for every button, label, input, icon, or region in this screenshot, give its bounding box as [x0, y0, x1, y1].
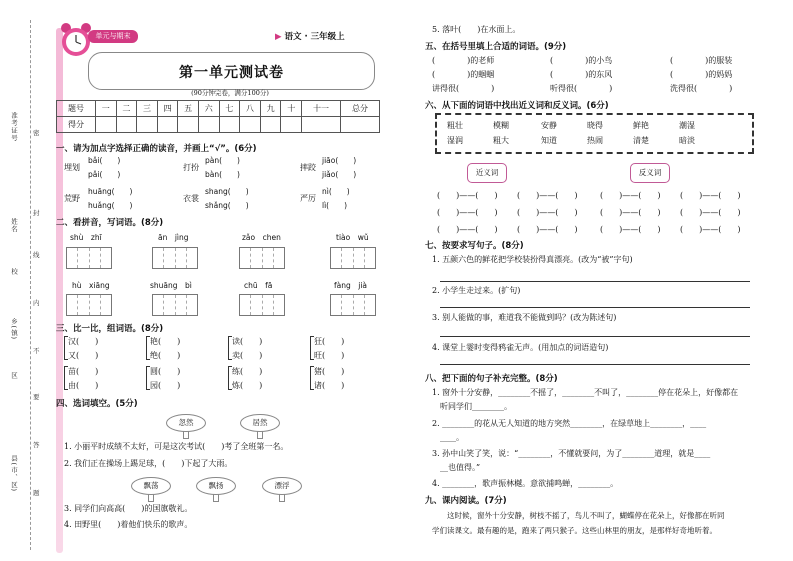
s4-question: 3. 同学们向高高( )的国旗敬礼。 [64, 504, 193, 513]
pair-slot[interactable]: ( )——( ) [437, 191, 498, 200]
fill-item[interactable]: ( )的蝈蝈 [432, 70, 495, 79]
word-bank-item: 热闹 [587, 136, 603, 145]
exam-subtitle: (90分钟完卷，满分100分) [191, 89, 269, 97]
score-input[interactable] [281, 117, 302, 133]
town-label: 乡(镇) [10, 318, 18, 341]
score-cell: 二 [116, 101, 137, 117]
answer-line[interactable] [440, 364, 750, 365]
section-4-heading: 四、选词填空。(5分) [56, 399, 138, 409]
word-bank-item: 潮湿 [679, 121, 695, 130]
score-header-row [57, 101, 380, 117]
compare-item[interactable]: 旺( ) [314, 351, 345, 360]
county-label: 县(市、区) [10, 455, 18, 493]
word-bank-item: 暗淡 [679, 136, 695, 145]
s1-word: 摔跤 [300, 163, 316, 172]
word-bank-item: 清楚 [633, 136, 649, 145]
synonym-tag: 近义词 [467, 163, 507, 183]
s8-line[interactable]: 2. ________的花从无人知道的地方突然________，在绿草地上________，____ [432, 419, 707, 428]
pinyin-label: zǎo chen [242, 233, 281, 242]
fill-item[interactable]: ( )的小鸟 [550, 56, 613, 65]
pinyin-label: tiào wǔ [336, 233, 369, 242]
play-triangle-icon: ▶ [275, 32, 282, 42]
fill-item[interactable]: ( )的妈妈 [670, 70, 733, 79]
score-cell: 一 [95, 101, 116, 117]
school-label: 校 [10, 268, 18, 276]
s4-question: 1. 小丽平时成绩不太好，可是这次考试( )考了全班第一名。 [64, 442, 289, 451]
s1-option[interactable]: bǎi( ) [88, 156, 121, 165]
section-3-heading: 三、比一比，组词语。(8分) [56, 324, 164, 334]
pair-slot[interactable]: ( )——( ) [680, 208, 741, 217]
s1-option[interactable]: huāng( ) [88, 187, 133, 196]
s8-line[interactable]: 听同学们________。 [432, 402, 512, 411]
s8-line[interactable]: 1. 窗外十分安静，________不摇了，________不叫了，________停在花朵上，好像都在 [432, 388, 739, 397]
s1-option[interactable]: nì( ) [322, 187, 350, 196]
reading-passage-line: 学们读课文。最有趣的是，跑来了两只猴子。这些山林里的朋友，是那样好奇地听着。 [432, 526, 717, 535]
score-input[interactable] [137, 117, 158, 133]
pair-slot[interactable]: ( )——( ) [600, 208, 661, 217]
seal-char: 要 [33, 393, 40, 401]
s1-option[interactable]: bàn( ) [205, 170, 240, 179]
answer-line[interactable] [440, 336, 750, 337]
pair-slot[interactable]: ( )——( ) [517, 191, 578, 200]
compare-item[interactable]: 绝( ) [150, 351, 181, 360]
seal-char: 内 [33, 299, 40, 307]
score-cell: 三 [137, 101, 158, 117]
word-cloud: 忽然 [166, 414, 206, 432]
fill-item[interactable]: ( )的老师 [432, 56, 495, 65]
seal-char: 密 [33, 129, 40, 137]
section-9-heading: 九、课内阅读。(7分) [425, 496, 507, 506]
score-input[interactable] [340, 117, 379, 133]
pair-slot[interactable]: ( )——( ) [600, 225, 661, 234]
section-2-heading: 二、看拼音，写词语。(8分) [56, 218, 164, 228]
seal-line [30, 20, 31, 550]
word-cloud: 居然 [240, 414, 280, 432]
score-input[interactable] [240, 117, 261, 133]
pinyin-label: shù zhī [70, 233, 102, 242]
compare-item[interactable]: 圆( ) [150, 367, 181, 376]
s1-word: 衣裳 [183, 194, 199, 203]
score-cell: 五 [178, 101, 199, 117]
score-cell: 九 [260, 101, 281, 117]
fill-item[interactable]: 听得很( ) [550, 84, 613, 93]
writing-grid[interactable] [239, 247, 285, 269]
pinyin-label: ān jìng [158, 233, 189, 242]
s1-option[interactable]: huǎng( ) [88, 201, 133, 210]
score-input[interactable] [302, 117, 341, 133]
binding-strip [0, 0, 44, 561]
s1-word: 埋划 [64, 163, 80, 172]
s7-question: 1. 五颜六色的鲜花把学校装扮得真漂亮。(改为“被”字句) [432, 255, 633, 264]
score-cell: 七 [219, 101, 240, 117]
s4-question: 4. 田野里( )着他们快乐的歌声。 [64, 520, 193, 529]
word-cloud: 飘荡 [131, 477, 171, 495]
score-cell: 四 [157, 101, 178, 117]
score-input[interactable] [198, 117, 219, 133]
pinyin-label: chū fā [244, 281, 273, 290]
pair-slot[interactable]: ( )——( ) [517, 225, 578, 234]
s4-question: 2. 我们正在操场上踢足球，( )下起了大雨。 [64, 459, 233, 468]
word-cloud: 漂浮 [262, 477, 302, 495]
s1-option[interactable]: shǎng( ) [205, 201, 249, 210]
pinyin-label: shuāng bì [150, 281, 192, 290]
word-bank-item: 安静 [541, 121, 557, 130]
reading-passage-line: 这时候，窗外十分安静，树枝不摇了，鸟儿不叫了，蝴蝶停在花朵上，好像都在听同 [432, 511, 725, 520]
name-label: 姓名 [10, 218, 18, 233]
s1-word: 荒野 [64, 194, 80, 203]
fill-item[interactable]: ( )的东风 [550, 70, 613, 79]
s1-word: 严厉 [300, 194, 316, 203]
score-value-row [57, 117, 380, 133]
compare-item[interactable]: 园( ) [150, 381, 181, 390]
pair-slot[interactable]: ( )——( ) [517, 208, 578, 217]
s8-line[interactable]: 4. ________，歌声振林樾。意欲捕鸣蝉，________。 [432, 479, 619, 488]
pinyin-label: hù xiāng [72, 281, 110, 290]
compare-item[interactable]: 狂( ) [314, 337, 345, 346]
compare-item[interactable]: 卖( ) [232, 351, 263, 360]
compare-item[interactable]: 诸( ) [314, 381, 345, 390]
compare-item[interactable]: 由( ) [68, 381, 99, 390]
antonym-tag: 反义词 [630, 163, 670, 183]
s8-line[interactable]: __也值得。” [432, 463, 481, 472]
writing-grid[interactable] [330, 247, 376, 269]
pair-slot[interactable]: ( )——( ) [437, 225, 498, 234]
answer-line[interactable] [440, 281, 750, 282]
word-bank-item: 晓得 [587, 121, 603, 130]
writing-grid[interactable] [239, 294, 285, 316]
section-5-heading: 五、在括号里填上合适的词语。(9分) [425, 42, 567, 52]
subject-label [275, 30, 345, 42]
score-cell: 十 [281, 101, 302, 117]
word-bank-item: 湿润 [447, 136, 463, 145]
writing-grid[interactable] [152, 294, 198, 316]
score-table [56, 100, 380, 133]
score-input[interactable] [116, 117, 137, 133]
section-1-heading: 一、请为加点字选择正确的读音，并画上“√”。(6分) [56, 144, 257, 154]
score-cell: 总分 [340, 101, 379, 117]
page-title: 第一单元测试卷 [179, 65, 284, 81]
exam-id-label: 准考证号 [10, 112, 18, 142]
compare-item[interactable]: 猪( ) [314, 367, 345, 376]
score-input[interactable] [95, 117, 116, 133]
district-label: 区 [10, 372, 18, 380]
pair-slot[interactable]: ( )——( ) [600, 191, 661, 200]
writing-grid[interactable] [66, 247, 112, 269]
s8-line[interactable]: ____。 [432, 433, 464, 442]
score-cell: 六 [198, 101, 219, 117]
compare-item[interactable]: 汉( ) [68, 337, 99, 346]
score-input[interactable] [260, 117, 281, 133]
fill-item[interactable]: 洗得很( ) [670, 84, 733, 93]
s1-option[interactable]: jiǎo( ) [322, 170, 357, 179]
writing-grid[interactable] [330, 294, 376, 316]
compare-item[interactable]: 艳( ) [150, 337, 181, 346]
s1-option[interactable]: jiāo( ) [322, 156, 357, 165]
title-card [88, 52, 375, 90]
word-bank-item: 粗大 [493, 136, 509, 145]
seal-char: 题 [33, 489, 40, 497]
compare-item[interactable]: 炼( ) [232, 381, 263, 390]
word-bank-item: 知道 [541, 136, 557, 145]
compare-item[interactable]: 练( ) [232, 367, 263, 376]
seal-char: 不 [33, 347, 40, 355]
series-badge: 单元与期末 [88, 30, 138, 43]
subject-text: 语文 · 三年级上 [284, 32, 345, 42]
score-cell: 得分 [57, 117, 96, 133]
s7-question: 3. 别人能做的事，难道我不能做到吗？(改为陈述句) [432, 313, 617, 322]
word-bank-item: 鲜艳 [633, 121, 649, 130]
word-bank-item: 粗壮 [447, 121, 463, 130]
score-cell: 十一 [302, 101, 341, 117]
compare-item[interactable]: 苗( ) [68, 367, 99, 376]
s7-question: 4. 课堂上霎时变得鸦雀无声。(用加点的词语造句) [432, 343, 609, 352]
word-bank-item: 模糊 [493, 121, 509, 130]
pair-slot[interactable]: ( )——( ) [437, 208, 498, 217]
s1-option[interactable]: pǎi( ) [88, 170, 121, 179]
s8-line[interactable]: 3. 孙中山笑了笑，说：“________，不懂就要问，为了________道理，就是____ [432, 449, 711, 458]
score-cell: 八 [240, 101, 261, 117]
fill-item[interactable]: ( )的服装 [670, 56, 733, 65]
score-input[interactable] [219, 117, 240, 133]
pair-slot[interactable]: ( )——( ) [680, 225, 741, 234]
score-input[interactable] [178, 117, 199, 133]
section-7-heading: 七、按要求写句子。(8分) [425, 241, 524, 251]
seal-char: 答 [33, 441, 40, 449]
score-cell: 题号 [57, 101, 96, 117]
pair-slot[interactable]: ( )——( ) [680, 191, 741, 200]
s1-option[interactable]: lì( ) [322, 201, 348, 210]
score-input[interactable] [157, 117, 178, 133]
pinyin-label: fàng jià [334, 281, 368, 290]
answer-line[interactable] [440, 307, 750, 308]
seal-char: 封 [33, 209, 40, 217]
compare-item[interactable]: 又( ) [68, 351, 99, 360]
writing-grid[interactable] [152, 247, 198, 269]
s4-question: 5. 落叶( )在水面上。 [432, 25, 521, 34]
writing-grid[interactable] [66, 294, 112, 316]
seal-char: 线 [33, 251, 40, 259]
s1-word: 打扮 [183, 163, 199, 172]
s1-option[interactable]: shang( ) [205, 187, 249, 196]
word-cloud: 飘扬 [196, 477, 236, 495]
compare-item[interactable]: 读( ) [232, 337, 263, 346]
s1-option[interactable]: pàn( ) [205, 156, 240, 165]
fill-item[interactable]: 讲得很( ) [432, 84, 495, 93]
section-8-heading: 八、把下面的句子补充完整。(8分) [425, 374, 558, 384]
s7-question: 2. 小学生走过来。(扩句) [432, 286, 521, 295]
section-6-heading: 六、从下面的词语中找出近义词和反义词。(6分) [425, 101, 609, 111]
